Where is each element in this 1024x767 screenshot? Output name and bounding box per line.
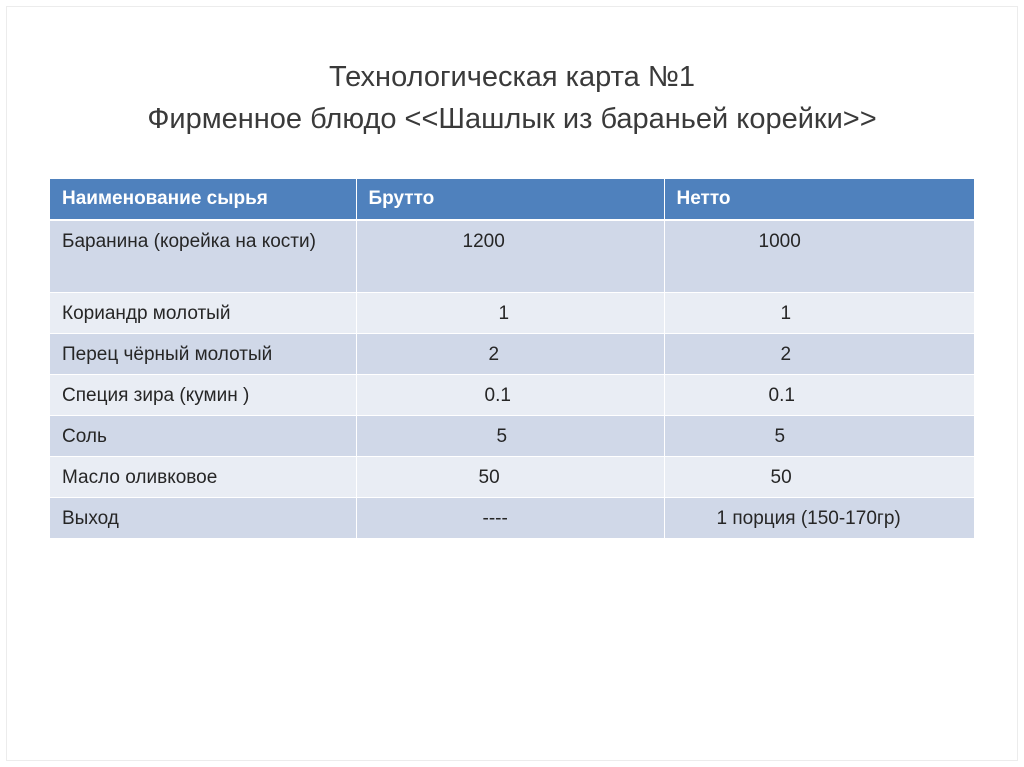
cell-netto: 1 [664, 292, 974, 333]
table-header-row [50, 179, 974, 220]
header-ingredient-name: Наименование сырья [50, 179, 356, 220]
cell-brutto: 1 [356, 292, 664, 333]
table-row [50, 220, 974, 292]
cell-brutto: ---- [356, 497, 664, 538]
cell-netto: 1 порция (150-170гр) [664, 497, 974, 538]
cell-ingredient-name: Масло оливковое [50, 456, 356, 497]
cell-netto: 50 [664, 456, 974, 497]
cell-ingredient-name: Выход [50, 497, 356, 538]
table-row [50, 415, 974, 456]
table-row [50, 374, 974, 415]
cell-brutto: 0.1 [356, 374, 664, 415]
slide-subtitle: Фирменное блюдо <<Шашлык из бараньей корейки>> [147, 103, 877, 135]
cell-brutto: 2 [356, 333, 664, 374]
table-row [50, 333, 974, 374]
slide-title: Технологическая карта №1 [328, 61, 695, 93]
cell-ingredient-name: Кориандр молотый [50, 292, 356, 333]
table-row [50, 456, 974, 497]
header-brutto: Брутто [356, 179, 664, 220]
table-row [50, 292, 974, 333]
cell-ingredient-name: Специя зира (кумин ) [50, 374, 356, 415]
technological-card-table [50, 179, 974, 539]
cell-netto: 5 [664, 415, 974, 456]
cell-brutto: 5 [356, 415, 664, 456]
cell-ingredient-name: Перец чёрный молотый [50, 333, 356, 374]
cell-brutto: 1200 [356, 220, 664, 292]
cell-ingredient-name: Баранина (корейка на кости) [50, 220, 356, 292]
cell-netto: 2 [664, 333, 974, 374]
cell-brutto: 50 [356, 456, 664, 497]
table-row [50, 497, 974, 538]
cell-ingredient-name: Соль [50, 415, 356, 456]
cell-netto: 1000 [664, 220, 974, 292]
cell-netto: 0.1 [664, 374, 974, 415]
header-netto: Нетто [664, 179, 974, 220]
